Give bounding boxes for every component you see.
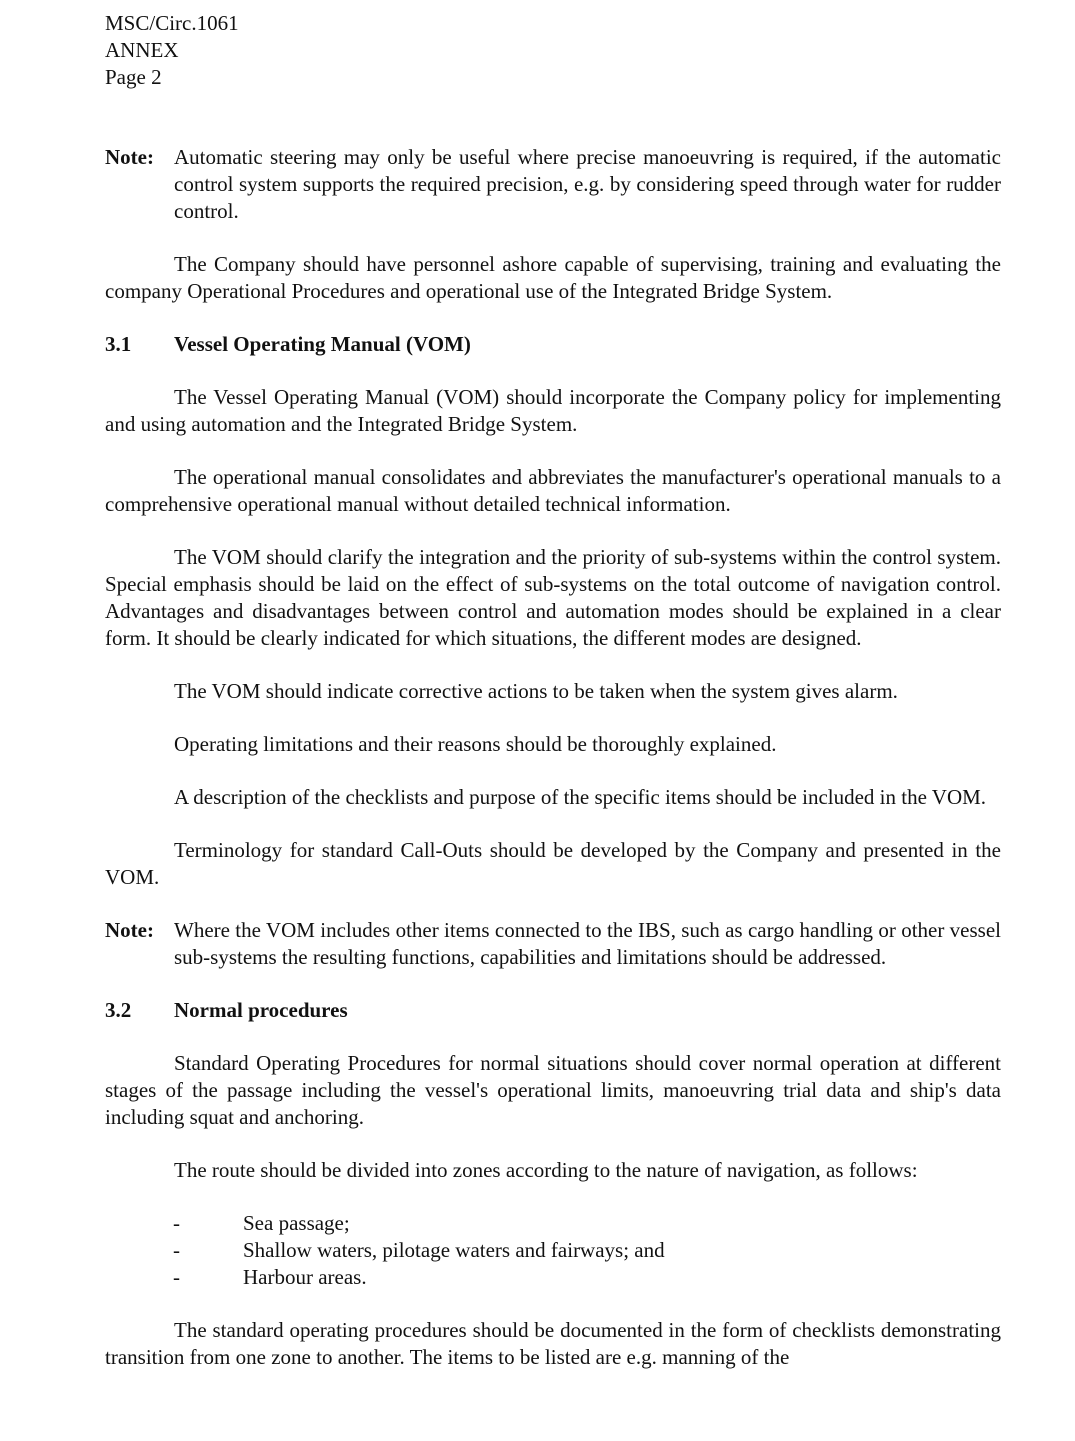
section-number: 3.1: [105, 332, 132, 356]
note-label: Note:: [105, 145, 154, 169]
list-item-text: Sea passage;: [243, 1211, 350, 1235]
note-automatic-steering: [105, 144, 1001, 225]
paragraph: The Vessel Operating Manual (VOM) should incorporate the Company policy for implementing and using automation and the Integrated Bridge System.: [105, 385, 1001, 436]
paragraph-company-personnel: The Company should have personnel ashore capable of supervising, training and evaluating the company Operational Procedures and operational use of the Integrated Bridge System.: [105, 252, 1001, 303]
section-title: Vessel Operating Manual (VOM): [174, 332, 471, 356]
note-text: Automatic steering may only be useful where precise manoeuvring is required, if the automatic control system supports the required precision, e.g. by considering speed through water for rudder control.: [174, 145, 1001, 223]
paragraph: A description of the checklists and purpose of the specific items should be included in the VOM.: [174, 785, 987, 809]
circular-reference: MSC/Circ.1061: [105, 11, 239, 35]
note-text: Where the VOM includes other items connected to the IBS, such as cargo handling or other vessel sub-systems the resulting functions, capabilities and limitations should be addressed.: [174, 918, 1001, 969]
list-bullet: -: [173, 1265, 180, 1289]
zone-list: [105, 1210, 1001, 1291]
note-vom-items: [105, 917, 1001, 971]
annex-label: ANNEX: [105, 38, 179, 62]
section-heading-3-2: [105, 997, 1001, 1024]
paragraph: The VOM should indicate corrective actions to be taken when the system gives alarm.: [174, 679, 898, 703]
paragraph: Terminology for standard Call-Outs should be developed by the Company and presented in the VOM.: [105, 838, 1001, 889]
list-item: [105, 1264, 1001, 1291]
list-item-text: Shallow waters, pilotage waters and fairways; and: [243, 1238, 665, 1262]
list-item: [105, 1210, 1001, 1237]
list-item: [105, 1237, 1001, 1264]
paragraph: Standard Operating Procedures for normal situations should cover normal operation at different stages of the passage including the vessel's operational limits, manoeuvring trial data and ship's data including squat and anchoring.: [105, 1051, 1001, 1129]
paragraph: The standard operating procedures should be documented in the form of checklists demonstrating transition from one zone to another. The items to be listed are e.g. manning of the: [105, 1318, 1001, 1369]
note-label: Note:: [105, 918, 154, 942]
page-header: [105, 10, 239, 91]
paragraph: The route should be divided into zones according to the nature of navigation, as follows:: [174, 1158, 918, 1182]
list-bullet: -: [173, 1238, 180, 1262]
section-title: Normal procedures: [174, 998, 348, 1022]
page-number: Page 2: [105, 65, 162, 89]
list-item-text: Harbour areas.: [243, 1265, 367, 1289]
section-number: 3.2: [105, 998, 132, 1022]
paragraph: Operating limitations and their reasons should be thoroughly explained.: [174, 732, 777, 756]
paragraph: The VOM should clarify the integration and the priority of sub-systems within the control system. Special emphasis should be laid on the effect of sub-systems on the total outcome of navigation control. Advantages and disadvantages between control and automation modes should be explained in a clear form. It should be clearly indicated for which situations, the different modes are designed.: [105, 545, 1001, 650]
section-heading-3-1: [105, 331, 1001, 358]
paragraph: The operational manual consolidates and abbreviates the manufacturer's operational manuals to a comprehensive operational manual without detailed technical information.: [105, 465, 1001, 516]
document-body: [105, 144, 1001, 1397]
list-bullet: -: [173, 1211, 180, 1235]
